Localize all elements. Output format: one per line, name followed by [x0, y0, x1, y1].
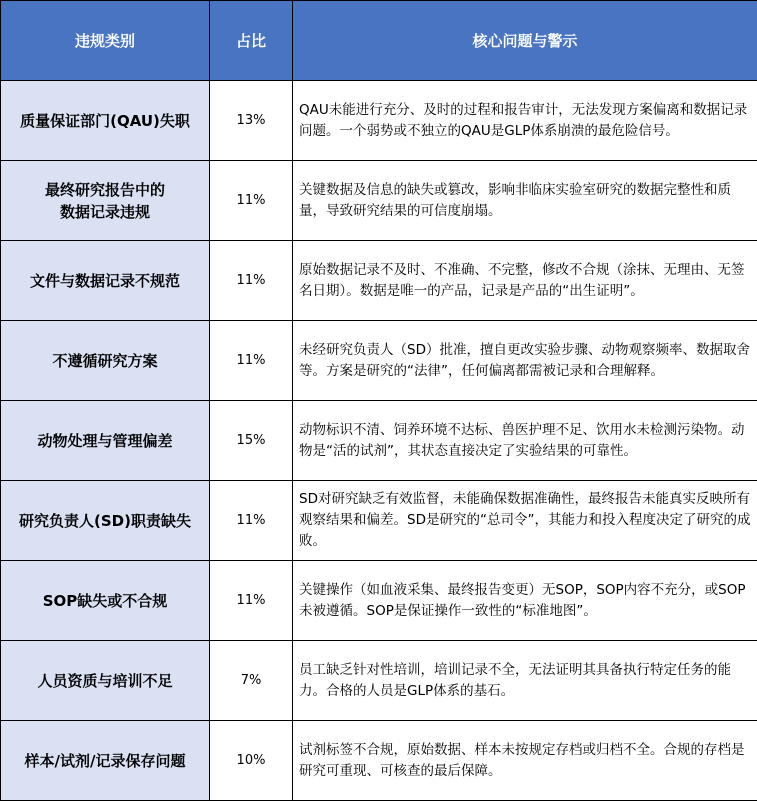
issue-cell: 关键数据及信息的缺失或篡改，影响非临床实验室研究的数据完整性和质量，导致研究结果的可信度崩塌。	[293, 161, 757, 241]
category-cell: 不遵循研究方案	[1, 321, 210, 401]
percent-cell: 7%	[210, 641, 293, 721]
issue-cell: 动物标识不清、饲养环境不达标、兽医护理不足、饮用水未检测污染物。动物是“活的试剂”，其状态直接决定了实验结果的可靠性。	[293, 401, 757, 481]
table-row	[1, 321, 757, 401]
issue-cell: QAU未能进行充分、及时的过程和报告审计，无法发现方案偏离和数据记录问题。一个弱势或不独立的QAU是GLP体系崩溃的最危险信号。	[293, 81, 757, 161]
table-row	[1, 401, 757, 481]
header-category: 违规类别	[1, 1, 210, 81]
category-cell: 文件与数据记录不规范	[1, 241, 210, 321]
percent-cell: 11%	[210, 561, 293, 641]
issue-cell: SD对研究缺乏有效监督，未能确保数据准确性，最终报告未能真实反映所有观察结果和偏差。SD是研究的“总司令”，其能力和投入程度决定了研究的成败。	[293, 481, 757, 561]
category-cell: 人员资质与培训不足	[1, 641, 210, 721]
header-issue: 核心问题与警示	[293, 1, 757, 81]
percent-cell: 13%	[210, 81, 293, 161]
category-cell: 质量保证部门(QAU)失职	[1, 81, 210, 161]
category-cell: 最终研究报告中的 数据记录违规	[1, 161, 210, 241]
table-row	[1, 641, 757, 721]
percent-cell: 11%	[210, 241, 293, 321]
percent-cell: 11%	[210, 321, 293, 401]
issue-cell: 员工缺乏针对性培训，培训记录不全，无法证明其具备执行特定任务的能力。合格的人员是GLP体系的基石。	[293, 641, 757, 721]
issue-cell: 原始数据记录不及时、不准确、不完整，修改不合规（涂抹、无理由、无签名日期）。数据是唯一的产品，记录是产品的“出生证明”。	[293, 241, 757, 321]
issue-cell: 关键操作（如血液采集、最终报告变更）无SOP，SOP内容不充分，或SOP未被遵循。SOP是保证操作一致性的“标准地图”。	[293, 561, 757, 641]
percent-cell: 10%	[210, 721, 293, 801]
issue-cell: 试剂标签不合规，原始数据、样本未按规定存档或归档不全。合规的存档是研究可重现、可核查的最后保障。	[293, 721, 757, 801]
table-row	[1, 721, 757, 801]
percent-cell: 11%	[210, 161, 293, 241]
percent-cell: 15%	[210, 401, 293, 481]
table-row	[1, 481, 757, 561]
table-row	[1, 161, 757, 241]
category-cell: 动物处理与管理偏差	[1, 401, 210, 481]
table-row	[1, 241, 757, 321]
category-cell: SOP缺失或不合规	[1, 561, 210, 641]
header-percent: 占比	[210, 1, 293, 81]
table-row	[1, 561, 757, 641]
header-row	[1, 1, 757, 81]
category-cell: 样本/试剂/记录保存问题	[1, 721, 210, 801]
category-cell: 研究负责人(SD)职责缺失	[1, 481, 210, 561]
issue-cell: 未经研究负责人（SD）批准，擅自更改实验步骤、动物观察频率、数据取舍等。方案是研究的“法律”，任何偏离都需被记录和合理解释。	[293, 321, 757, 401]
table-row	[1, 81, 757, 161]
percent-cell: 11%	[210, 481, 293, 561]
